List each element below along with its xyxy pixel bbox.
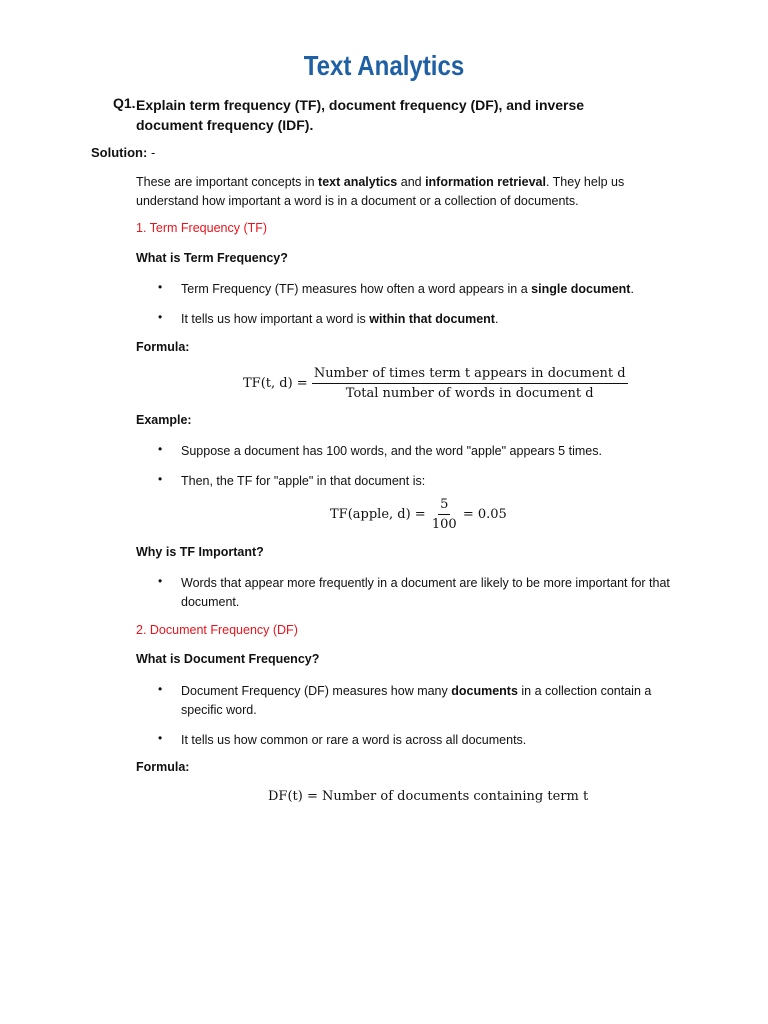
tf-example-formula [330,497,507,532]
df-bullet-1 [181,682,671,720]
question-number: Q1. [113,95,136,111]
df-bullet-1-post: in a collection contain a specific word. [181,684,652,717]
tf-example-bullet-1: Suppose a document has 100 words, and the word "apple" appears 5 times. [181,444,602,458]
intro-bold-1: text analytics [318,175,398,189]
intro-bold-2: information retrieval [425,175,546,189]
tf-bullet-2 [181,310,671,329]
tf-formula-denominator: Total number of words in document d [345,386,594,401]
tf-formula-fraction [312,366,628,401]
tf-example-formula-rhs: = 0.05 [462,507,507,522]
bullet-icon: • [158,310,163,324]
intro-paragraph [136,173,636,211]
df-formula: DF(t) = Number of documents containing term t [268,789,589,804]
bullet-icon: • [158,731,163,745]
intro-text-1: These are important concepts in [136,175,319,189]
tf-bullet-1-bold: single document [531,282,631,296]
df-heading: 2. Document Frequency (DF) [136,623,298,637]
bullet-icon: • [158,280,163,294]
page-title: Text Analytics [303,50,465,81]
intro-text-2: and [397,175,426,189]
bullet-icon: • [158,574,163,588]
tf-bullet-1-pre: Term Frequency (TF) measures how often a word appears in a [181,282,532,296]
tf-formula-numerator: Number of times term t appears in document d [312,366,628,384]
bullet-icon: • [158,472,163,486]
tf-bullet-1 [181,280,671,299]
tf-bullet-2-bold: within that document [369,312,495,326]
solution-label [91,145,155,160]
tf-example-formula-lhs: TF(apple, d) = [330,507,426,522]
tf-example-label: Example: [136,413,192,427]
tf-formula-label: Formula: [136,340,190,354]
tf-example-formula-denominator: 100 [431,517,457,532]
bullet-icon: • [158,442,163,456]
solution-dash: - [147,145,156,160]
tf-example-formula-numerator: 5 [438,497,450,515]
tf-bullet-2-pre: It tells us how important a word is [181,312,370,326]
df-bullet-1-pre: Document Frequency (DF) measures how many [181,684,452,698]
df-formula-label: Formula: [136,760,190,774]
solution-label-text: Solution: [91,145,148,160]
bullet-icon: • [158,682,163,696]
intro-text-3: . They help us understand how important a word is in a document or a collection of documents. [136,175,625,208]
tf-bullet-2-post: . [494,312,499,326]
tf-why-label: Why is TF Important? [136,545,264,559]
df-what-is: What is Document Frequency? [136,652,320,666]
tf-heading: 1. Term Frequency (TF) [136,221,268,235]
tf-formula [243,366,628,401]
df-bullet-2: It tells us how common or rare a word is across all documents. [181,733,527,747]
tf-formula-lhs: TF(t, d) = [243,376,308,391]
tf-why-bullet: Words that appear more frequently in a document are likely to be more important for that document. [181,576,670,609]
tf-bullet-1-post: . [630,282,634,296]
df-bullet-1-bold: documents [451,684,518,698]
question-text: Explain term frequency (TF), document frequency (DF), and inverse document frequency (IDF). [136,97,585,133]
tf-example-bullet-2: Then, the TF for "apple" in that document is: [181,474,426,488]
tf-example-formula-fraction [430,497,459,532]
tf-what-is: What is Term Frequency? [136,251,288,265]
